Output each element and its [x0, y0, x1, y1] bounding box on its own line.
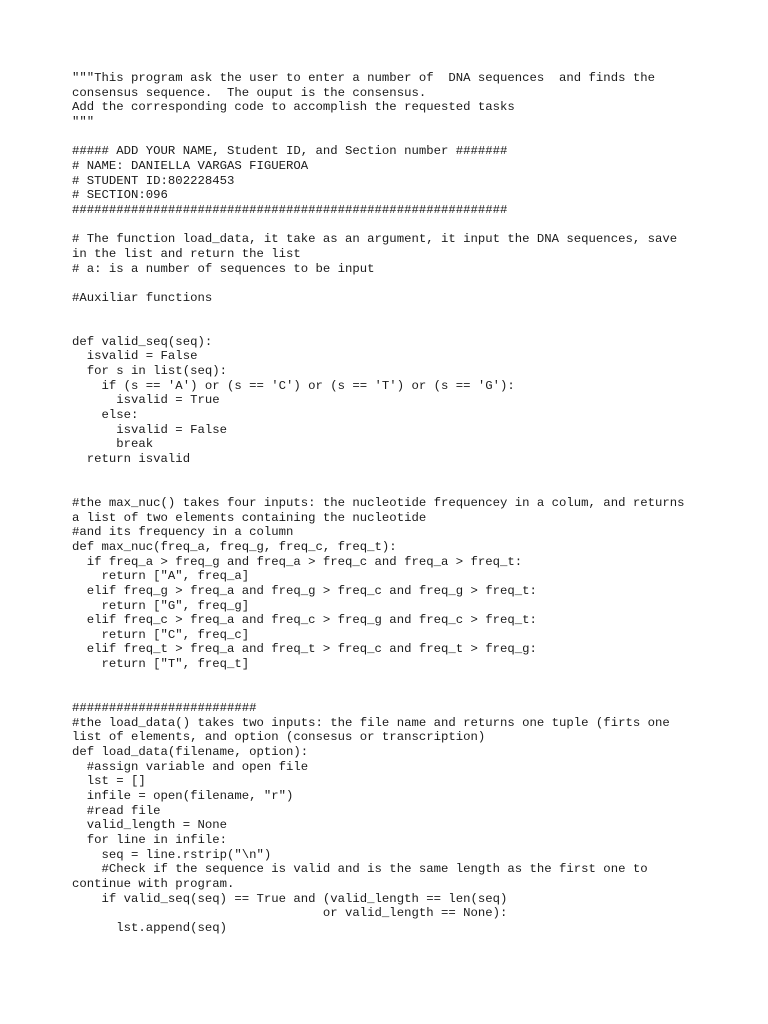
code-line: def max_nuc(freq_a, freq_g, freq_c, freq_t):: [72, 539, 397, 554]
code-line: isvalid = True: [72, 393, 220, 408]
code-line: [72, 672, 712, 687]
code-line: #Auxiliar functions: [72, 290, 213, 305]
code-line: # SECTION:096: [72, 188, 168, 203]
code-line: [72, 467, 712, 482]
code-line: ##### ADD YOUR NAME, Student ID, and Section number #######: [72, 144, 508, 159]
code-line: infile = open(filename, "r"): [72, 789, 294, 804]
code-line: lst.append(seq): [72, 920, 227, 935]
code-line: break: [72, 437, 154, 452]
code-line: [72, 276, 712, 291]
code-line: # The function load_data, it take as an argument, it input the DNA sequences, save: [72, 232, 678, 247]
code-line: [72, 218, 712, 233]
code-line: [72, 320, 712, 335]
code-line: #Check if the sequence is valid and is the same length as the first one to: [72, 862, 648, 877]
code-line: seq = line.rstrip("\n"): [72, 847, 272, 862]
code-line: if valid_seq(seq) == True and (valid_length == len(seq): [72, 891, 508, 906]
code-line: elif freq_t > freq_a and freq_t > freq_c and freq_t > freq_g:: [72, 642, 537, 657]
code-line: [72, 130, 712, 145]
code-line: return isvalid: [72, 451, 191, 466]
code-line: if (s == 'A') or (s == 'C') or (s == 'T') or (s == 'G'):: [72, 378, 515, 393]
code-line: or valid_length == None):: [72, 906, 508, 921]
code-line: [72, 481, 712, 496]
code-line: a list of two elements containing the nucleotide: [72, 510, 427, 525]
code-line: for s in list(seq):: [72, 364, 227, 379]
code-line: Add the corresponding code to accomplish the requested tasks: [72, 100, 515, 115]
code-line: return ["T", freq_t]: [72, 657, 250, 672]
code-line: #the max_nuc() takes four inputs: the nucleotide frequencey in a colum, and returns: [72, 495, 685, 510]
code-line: return ["A", freq_a]: [72, 569, 250, 584]
code-line: valid_length = None: [72, 818, 227, 833]
code-listing: [72, 71, 712, 936]
code-line: return ["C", freq_c]: [72, 627, 250, 642]
code-line: #########################: [72, 701, 257, 716]
code-line: continue with program.: [72, 876, 235, 891]
code-line: else:: [72, 408, 139, 423]
code-line: """This program ask the user to enter a number of DNA sequences and finds the: [72, 71, 655, 85]
code-line: list of elements, and option (consesus or transcription): [72, 730, 486, 745]
code-line: isvalid = False: [72, 422, 227, 437]
code-line: def valid_seq(seq):: [72, 334, 213, 349]
code-line: [72, 305, 712, 320]
code-line: # a: is a number of sequences to be input: [72, 261, 375, 276]
code-line: #the load_data() takes two inputs: the file name and returns one tuple (firts one: [72, 715, 670, 730]
code-line: def load_data(filename, option):: [72, 745, 309, 760]
code-line: """: [72, 114, 95, 129]
code-line: isvalid = False: [72, 349, 198, 364]
code-line: #read file: [72, 803, 161, 818]
code-line: consensus sequence. The ouput is the consensus.: [72, 85, 427, 100]
code-line: #assign variable and open file: [72, 759, 309, 774]
code-line: if freq_a > freq_g and freq_a > freq_c and freq_a > freq_t:: [72, 554, 523, 569]
code-line: [72, 686, 712, 701]
code-line: in the list and return the list: [72, 246, 301, 261]
code-line: # NAME: DANIELLA VARGAS FIGUEROA: [72, 158, 309, 173]
code-line: for line in infile:: [72, 832, 227, 847]
code-line: ###########################################################: [72, 202, 508, 217]
code-line: elif freq_c > freq_a and freq_c > freq_g and freq_c > freq_t:: [72, 613, 537, 628]
code-line: return ["G", freq_g]: [72, 598, 250, 613]
code-line: lst = []: [72, 774, 146, 789]
code-line: elif freq_g > freq_a and freq_g > freq_c and freq_g > freq_t:: [72, 583, 537, 598]
code-line: # STUDENT ID:802228453: [72, 173, 235, 188]
code-line: #and its frequency in a column: [72, 525, 294, 540]
